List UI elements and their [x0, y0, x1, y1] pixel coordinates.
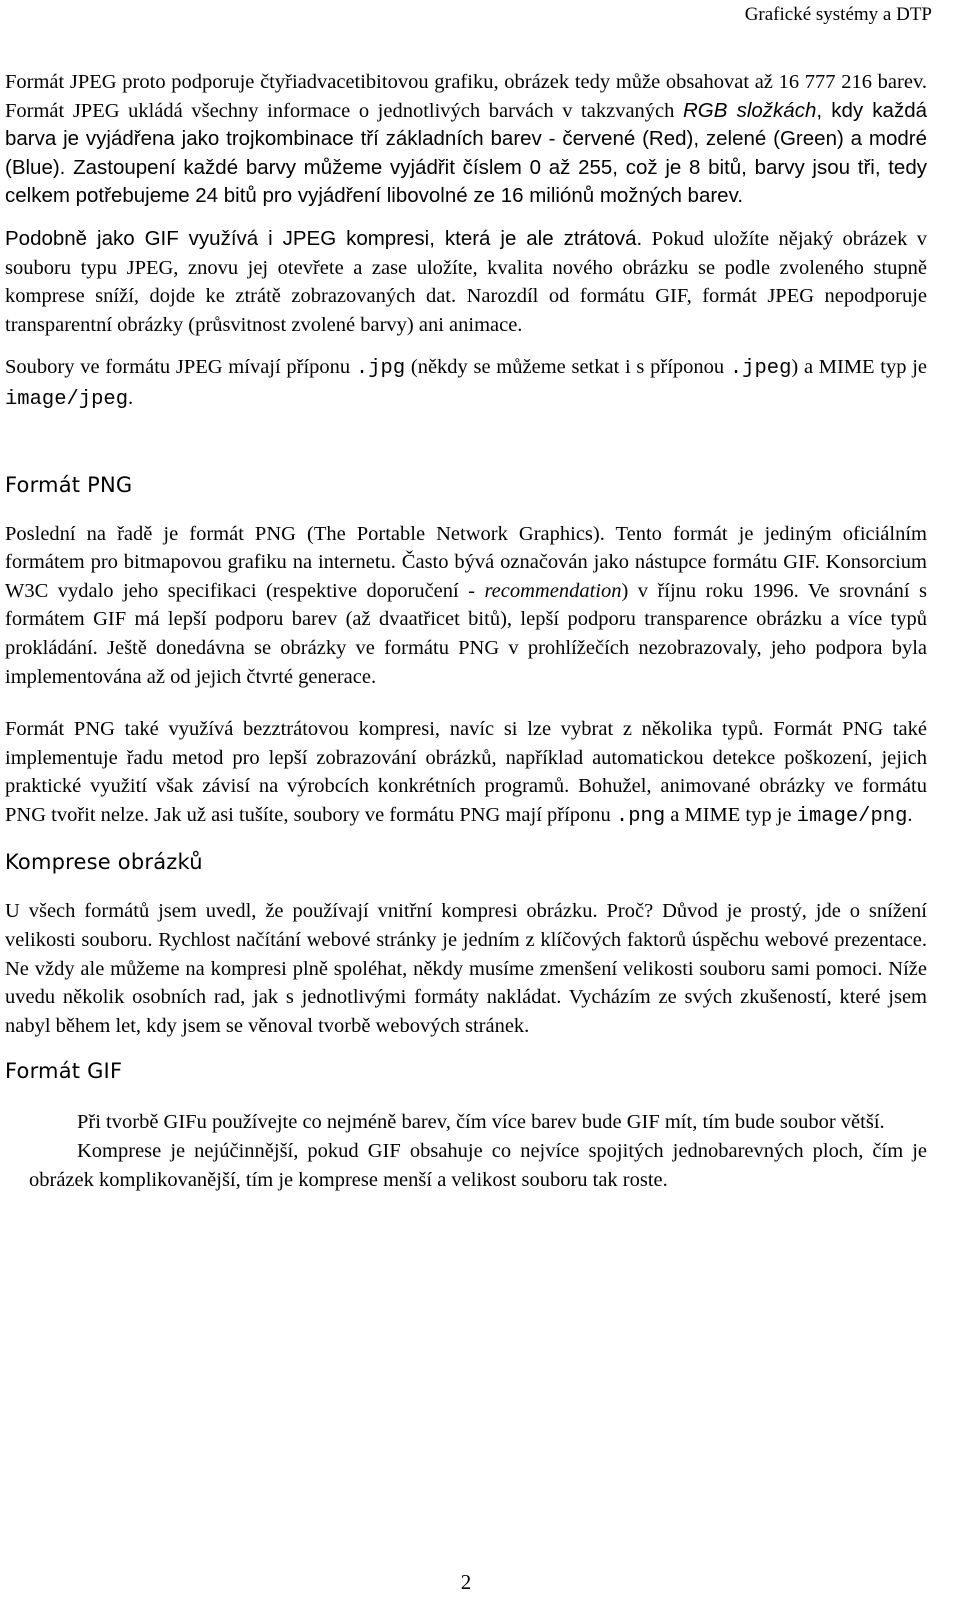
- jpeg-paragraph-extension: [5, 353, 927, 414]
- jpg-extension: .jpg: [355, 357, 406, 381]
- text-span: Poslední na řadě je formát PNG (The Portable Network Graphics). Tento formát je jediným oficiálním formátem pro bitmapovou grafiku na internetu. Často bývá označován jako nástupce formátu GIF. Konsorcium W3C vydalo jeho specifikaci (respektive doporučení -: [5, 522, 927, 602]
- text-span: , kdy každá barva je vyjádřena jako trojkombinace tří základních barev - červené (Red), zelené (Green) a modré (Blue).: [5, 98, 927, 179]
- png-extension: .png: [615, 804, 666, 828]
- text-span: .: [128, 386, 134, 409]
- text-span: (někdy se můžeme setkat i s příponou: [405, 356, 730, 379]
- gif-tips: [5, 1108, 927, 1194]
- jpeg-extension: .jpeg: [729, 357, 792, 381]
- text-span: a MIME typ je: [665, 803, 797, 826]
- heading-komprese: Komprese obrázků: [5, 850, 203, 875]
- png-paragraph-intro: [5, 520, 927, 692]
- text-span: .: [907, 803, 913, 826]
- text-span: Zastoupení každé barvy můžeme vyjádřit číslem 0 až 255, což je 8 bitů, barvy jsou tři, tedy celkem potřebujeme 24 bitů pro vyjádření libovolné ze 16 miliónů možných barev.: [5, 155, 927, 208]
- gif-tip-colors: Při tvorbě GIFu používejte co nejméně barev, čím více barev bude GIF mít, tím bude soubor větší.: [77, 1111, 885, 1134]
- jpeg-paragraph-colors: [5, 68, 927, 211]
- png-mime-type: image/png: [796, 804, 908, 828]
- heading-gif: Formát GIF: [5, 1059, 123, 1084]
- png-paragraph-features: [5, 715, 927, 831]
- page-body: [5, 68, 927, 1194]
- text-span: ) a MIME typ je: [791, 356, 927, 379]
- page-number: 2: [460, 1570, 472, 1594]
- rgb-term: RGB složkách: [683, 98, 817, 122]
- jpeg-mime-type: image/jpeg: [5, 387, 129, 411]
- text-span: Formát PNG také využívá bezztrátovou kompresi, navíc si lze vybrat z několika typů. Formát PNG také implementuje řadu metod pro lepší zobrazování obrázků, například automatickou detekce poškození, jejich praktické využití však závisí na výrobcích konkrétních programů. Bohužel, animované obrázky ve formátu PNG tvořit nelze. Jak už asi tušíte, soubory ve formátu PNG mají příponu: [5, 718, 927, 826]
- heading-png: Formát PNG: [5, 472, 133, 497]
- komprese-paragraph: U všech formátů jsem uvedl, že používají vnitřní kompresi obrázku. Proč? Důvod je prostý, jde o snížení velikosti souboru. Rychlost načítání webové stránky je jedním z klíčových faktorů úspěchu webové prezentace. Ne vždy ale můžeme na kompresi plně spoléhat, někdy musíme zmenšení velikosti souboru sami pomoci. Níže uvedu několik osobních rad, jak s jednotlivými formáty nakládat. Vycházím ze svých zkušeností, které jsem nabyl během let, kdy jsem se věnoval tvorbě webových stránek.: [5, 900, 927, 1037]
- text-span: Soubory ve formátu JPEG mívají příponu: [5, 356, 356, 379]
- text-span: ) v říjnu roku 1996. Ve srovnání s formátem GIF má lepší podporu barev (až dvaatřicet bitů), lepší podporu transparence obrázku a více typů prokládání. Ještě donedávna se obrázky ve formátu PNG v prohlížečích nezobrazovaly, jeho podpora byla implementována až od jejich čtvrté generace.: [5, 579, 927, 688]
- text-span: Podobně jako GIF využívá i JPEG kompresi, která je ale ztrátová.: [5, 226, 643, 250]
- text-span: Pokud uložíte nějaký obrázek v souboru typu JPEG, znovu jej otevřete a zase uložíte, kvalita nového obrázku se podle zvoleného stupně komprese sníží, dojde ke ztrátě zobrazovaných dat. Narozdíl od formátu GIF, formát JPEG nepodporuje transparentní obrázky (průsvitnost zvolené barvy) ani animace.: [5, 227, 927, 336]
- recommendation-term: recommendation: [484, 579, 622, 602]
- gif-tip-compression: Komprese je nejúčinnější, pokud GIF obsahuje co nejvíce spojitých jednobarevných ploch, čím je obrázek komplikovanější, tím je komprese menší a velikost souboru tak roste.: [29, 1140, 927, 1191]
- jpeg-paragraph-compression: [5, 225, 927, 339]
- text-span: Formát JPEG proto podporuje čtyřiadvacetibitovou grafiku, obrázek tedy může obsahovat až 16 777 216 barev. Formát JPEG ukládá všechny informace o jednotlivých barvách v takzvaných: [5, 71, 927, 122]
- running-header: Grafické systémy a DTP: [744, 4, 932, 25]
